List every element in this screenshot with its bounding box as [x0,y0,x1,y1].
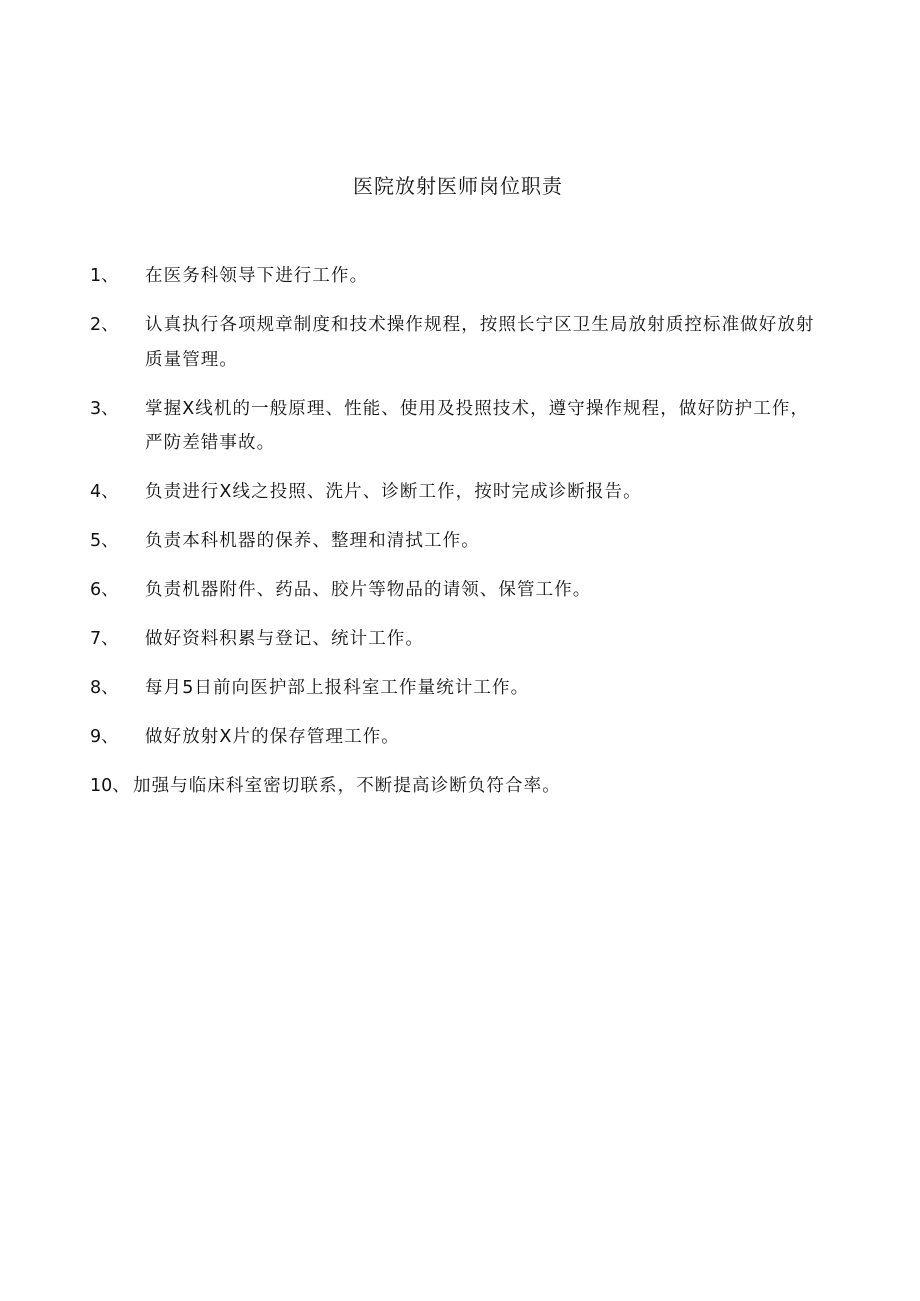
duty-text: 每月5日前向医护部上报科室工作量统计工作。 [145,678,530,698]
duty-text: 负责机器附件、药品、胶片等物品的请领、保管工作。 [145,580,592,600]
duty-text: 在医务科领导下进行工作。 [145,266,369,286]
duty-item-7 [90,622,830,657]
duty-text: 掌握X线机的一般原理、性能、使用及投照技术，遵守操作规程，做好防护工作，严防差错事故。 [145,398,810,453]
duty-number: 1、 [90,266,119,286]
duty-number: 4、 [90,482,119,502]
duty-number: 9、 [90,727,119,747]
duty-item-8 [90,671,830,706]
duty-item-10 [90,769,830,804]
duty-text: 认真执行各项规章制度和技术操作规程，按照长宁区卫生局放射质控标准做好放射质量管理。 [145,315,815,370]
duty-item-1 [90,259,830,294]
duty-item-2 [90,308,830,377]
document-title: 医院放射医师岗位职责 [353,174,563,198]
duty-text: 负责进行X线之投照、洗片、诊断工作，按时完成诊断报告。 [145,482,642,502]
duty-number: 3、 [90,398,119,419]
duty-text: 加强与临床科室密切联系，不断提高诊断负符合率。 [133,776,561,796]
duty-list [90,259,830,818]
duty-item-4 [90,475,830,510]
duty-text: 做好放射X片的保存管理工作。 [145,727,400,747]
duty-item-3 [90,392,830,461]
duty-number: 7、 [90,629,119,649]
duty-number: 2、 [90,315,119,335]
duty-text: 负责本科机器的保养、整理和清拭工作。 [145,531,480,551]
duty-item-9 [90,720,830,755]
duty-number: 8、 [90,678,119,698]
duty-item-5 [90,524,830,559]
duty-number: 6、 [90,580,119,600]
duty-number: 5、 [90,531,119,551]
duty-number: 10、 [90,776,130,796]
duty-item-6 [90,573,830,608]
duty-text: 做好资料积累与登记、统计工作。 [145,629,424,649]
